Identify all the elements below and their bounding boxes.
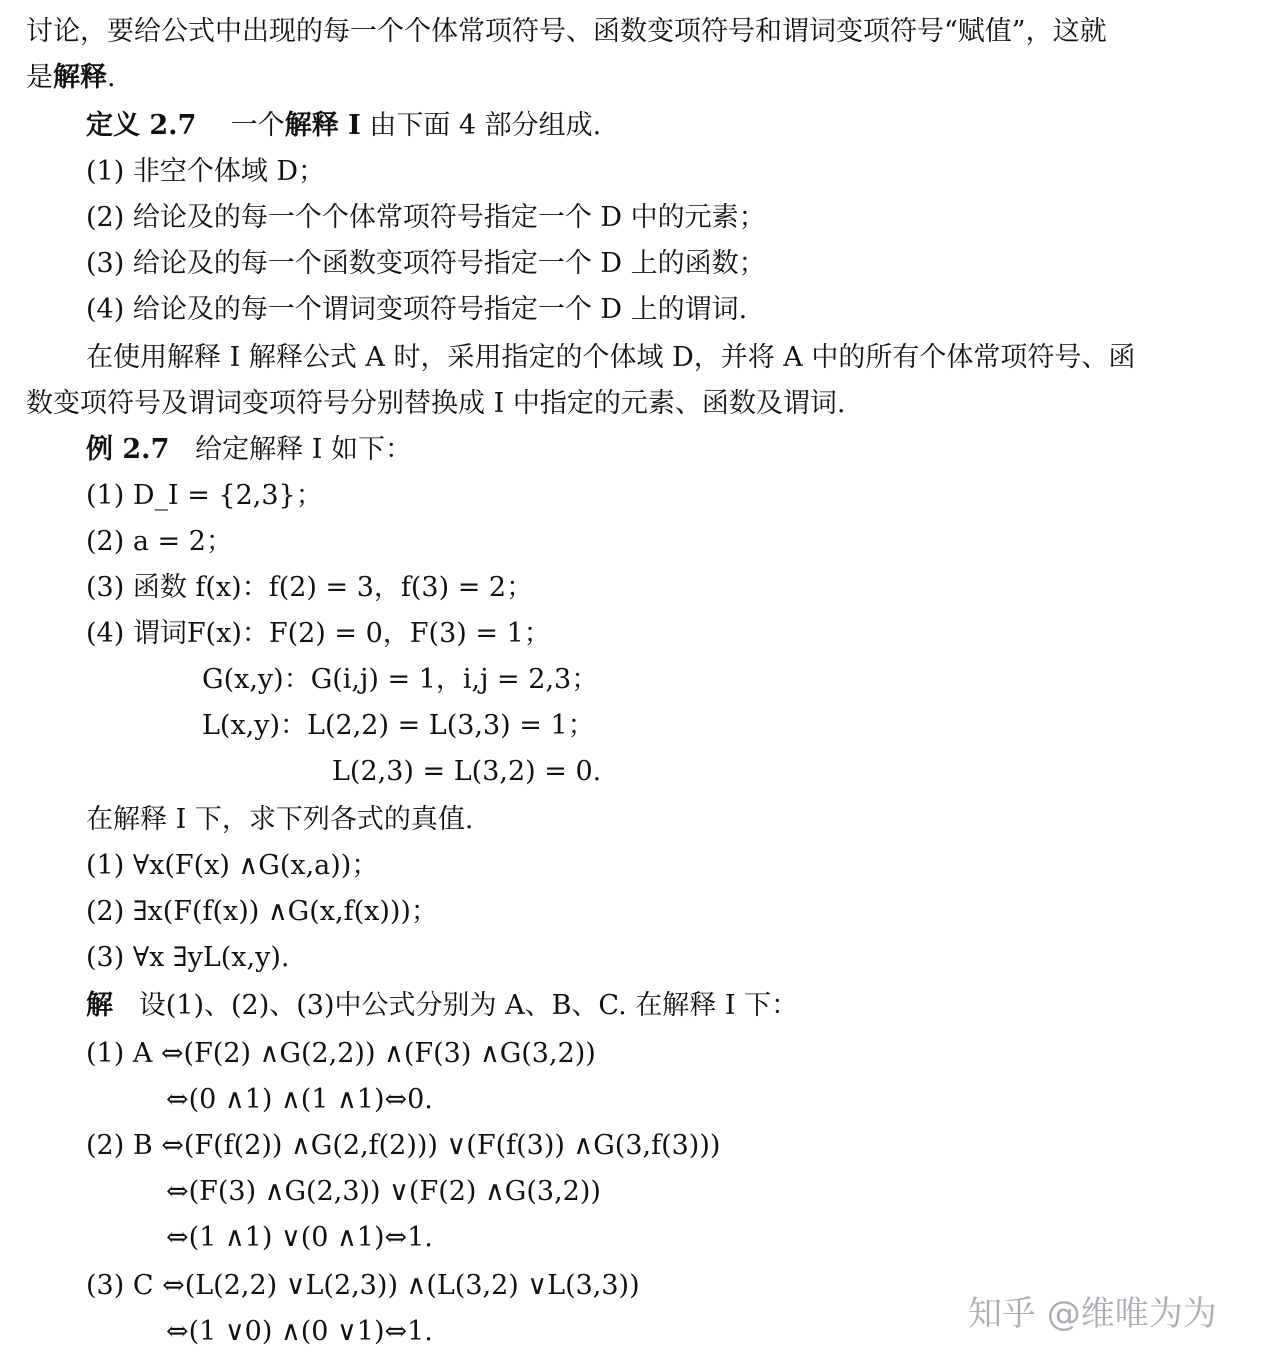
intro-line-2 [26,60,116,96]
example-item-1: (1) D_I = {2,3}； [86,480,323,511]
example-item-4-g: G(x,y)：G(i,j) = 1，i,j = 2,3； [202,664,599,695]
formula-2: (2) ∃x(F(f(x)) ∧G(x,f(x)))； [86,896,438,927]
formula-1: (1) ∀x(F(x) ∧G(x,a))； [86,850,379,881]
example-item-4: (4) 谓词F(x)：F(2) = 0，F(3) = 1； [86,618,551,649]
example-text: 给定解释 I 如下： [195,434,412,465]
definition-item-1: (1) 非空个体域 D； [86,156,326,187]
definition-text-b: 由下面 4 部分组成. [360,110,602,141]
example-item-2: (2) a = 2； [86,526,233,557]
example-label: 例 2.7 [86,434,170,465]
definition-label: 定义 2.7 [86,110,197,141]
usage-line-1: 在使用解释 I 解释公式 A 时，采用指定的个体域 D，并将 A 中的所有个体常项符号、函 [86,342,1136,373]
example-item-4-l: L(x,y)：L(2,2) = L(3,3) = 1； [202,710,595,741]
solution-line-1: (1) A ⇔(F(2) ∧G(2,2)) ∧(F(3) ∧G(3,2)) [86,1038,596,1069]
definition-text-a: 一个 [230,110,285,141]
definition-item-3: (3) 给论及的每一个函数变项符号指定一个 D 上的函数； [86,248,766,279]
example-item-3: (3) 函数 f(x)：f(2) = 3，f(3) = 2； [86,572,534,603]
watermark: 知乎 @维唯为为 [968,1294,1217,1334]
solution-line-5: ⇔(1 ∧1) ∨(0 ∧1)⇔1. [166,1222,433,1253]
solution-label: 解 [86,990,113,1021]
solution-line-2: ⇔(0 ∧1) ∧(1 ∧1)⇔0. [166,1084,433,1115]
example-item-4-l-cont: L(2,3) = L(3,2) = 0. [332,756,602,787]
definition-heading [86,108,601,144]
definition-item-2: (2) 给论及的每一个个体常项符号指定一个 D 中的元素； [86,202,766,233]
intro-line-2-end: . [107,62,116,93]
definition-item-4: (4) 给论及的每一个谓词变项符号指定一个 D 上的谓词. [86,294,748,325]
task-text: 在解释 I 下，求下列各式的真值. [86,804,474,835]
solution-line-3: (2) B ⇔(F(f(2)) ∧G(2,f(2))) ∨(F(f(3)) ∧G(3,f(3))) [86,1130,721,1161]
solution-line-4: ⇔(F(3) ∧G(2,3)) ∨(F(2) ∧G(3,2)) [166,1176,601,1207]
intro-line-2-bold: 解释 [53,62,107,93]
solution-heading [86,988,798,1024]
intro-line-2-plain: 是 [26,62,53,93]
intro-line-1: 讨论，要给公式中出现的每一个个体常项符号、函数变项符号和谓词变项符号“赋值”，这就 [26,16,1107,47]
solution-line-6: (3) C ⇔(L(2,2) ∨L(2,3)) ∧(L(3,2) ∨L(3,3)) [86,1270,640,1301]
usage-line-2: 数变项符号及谓词变项符号分别替换成 I 中指定的元素、函数及谓词. [26,388,846,419]
solution-line-7: ⇔(1 ∨0) ∧(0 ∨1)⇔1. [166,1316,433,1347]
formula-3: (3) ∀x ∃yL(x,y). [86,942,290,973]
solution-text: 设(1)、(2)、(3)中公式分别为 A、B、C. 在解释 I 下： [138,990,799,1021]
example-heading [86,432,412,468]
definition-bold: 解释 I [284,110,361,141]
